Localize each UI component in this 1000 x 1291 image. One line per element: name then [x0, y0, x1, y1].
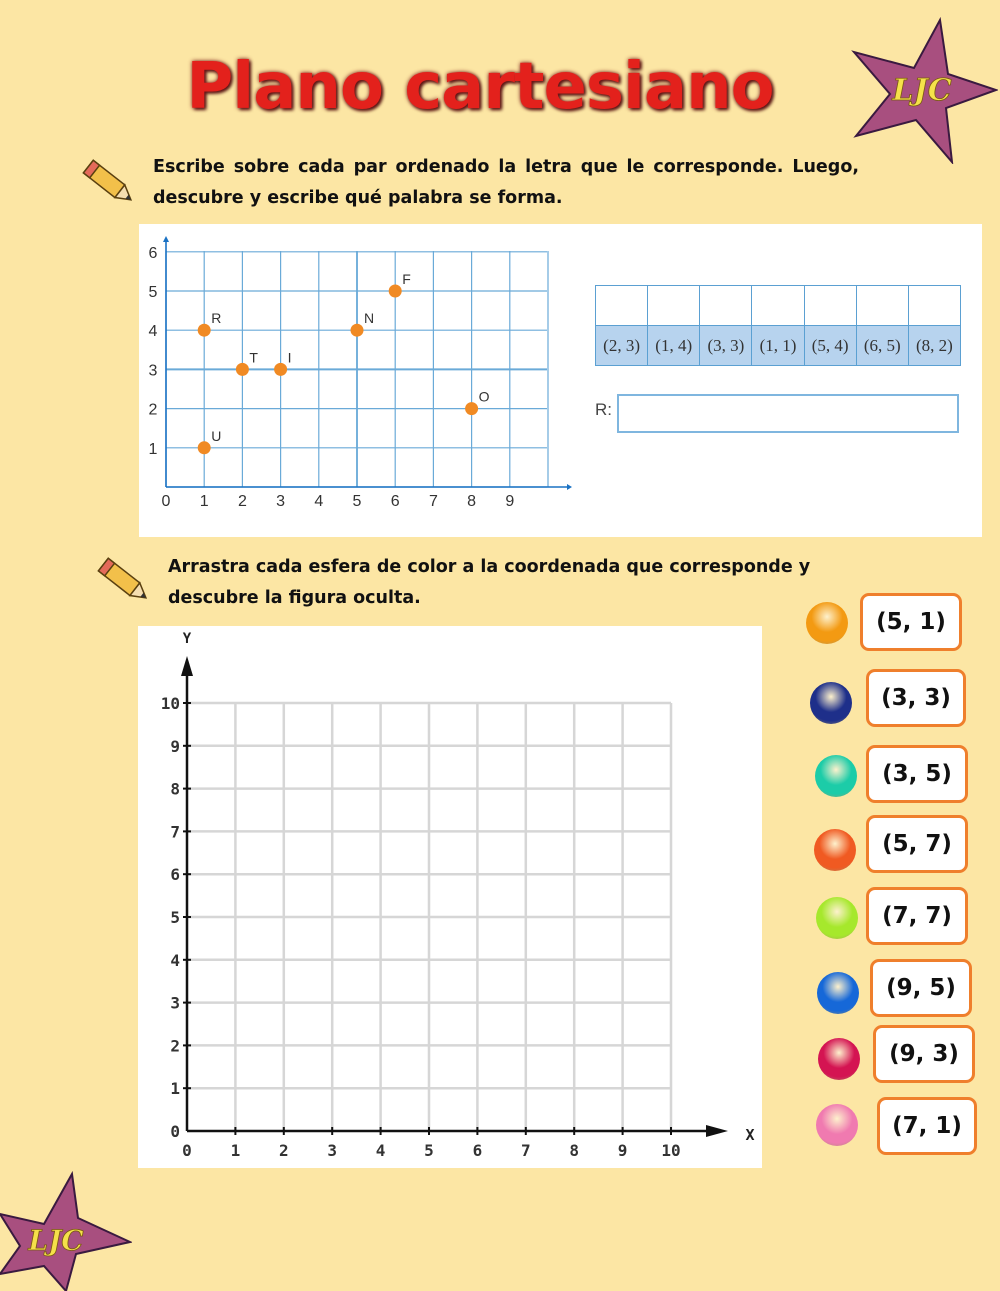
- y-tick-label: 5: [170, 908, 180, 927]
- y-tick-label: 9: [170, 736, 180, 756]
- color-sphere[interactable]: [806, 602, 848, 644]
- color-sphere[interactable]: [816, 897, 858, 939]
- y-tick-label: 1: [148, 440, 158, 458]
- letter-answer-cell[interactable]: [752, 286, 804, 326]
- x-axis-arrow: [567, 484, 572, 490]
- point-marker: [274, 363, 287, 376]
- point-marker: [198, 441, 211, 454]
- answer-label: R:: [595, 400, 612, 419]
- x-tick-label: 5: [352, 493, 362, 510]
- x-tick-label: 3: [327, 1141, 338, 1160]
- y-tick-label: 4: [148, 323, 158, 341]
- stamp-text: LJC: [28, 1224, 84, 1257]
- coordinate-target-box[interactable]: (3, 3): [866, 669, 966, 727]
- x-axis-arrow: [706, 1125, 728, 1137]
- ordered-pair-cell: (8, 2): [908, 326, 960, 366]
- ordered-pair-cell: (6, 5): [856, 326, 908, 366]
- x-tick-label: 3: [276, 493, 286, 510]
- ordered-pair-cell: (3, 3): [700, 326, 752, 366]
- coordinate-grid-chart[interactable]: [138, 626, 762, 1168]
- x-tick-label: 1: [230, 1141, 241, 1160]
- color-sphere[interactable]: [815, 755, 857, 797]
- pairs-table: [595, 285, 961, 366]
- spheres-exercise-panel: [138, 626, 762, 1168]
- instruction-first: Escribe sobre cada par ordenado la letra que le corresponde. Luego, descubre y escribe qué palabra se forma.: [153, 157, 859, 208]
- point-marker: [389, 285, 402, 298]
- page-title: Plano cartesiano: [186, 50, 774, 124]
- point-marker: [351, 324, 364, 337]
- point-marker: [198, 324, 211, 337]
- x-tick-label: 5: [424, 1141, 434, 1160]
- color-sphere[interactable]: [818, 1038, 860, 1080]
- coordinate-target-box[interactable]: (7, 1): [877, 1097, 977, 1155]
- letters-grid-chart: [139, 224, 579, 524]
- point-label: I: [287, 349, 292, 366]
- point-label: O: [478, 388, 490, 405]
- stamp-text: LJC: [892, 73, 952, 108]
- ljc-star-logo-top: [848, 16, 998, 164]
- x-tick-label: 6: [472, 1141, 483, 1160]
- y-axis-arrow: [181, 656, 193, 676]
- y-tick-label: 3: [148, 362, 158, 380]
- ordered-pair-cell: (1, 4): [648, 326, 700, 366]
- ordered-pair-cell: (1, 1): [752, 326, 804, 366]
- x-tick-label: 2: [237, 493, 247, 510]
- y-axis-label: Y: [182, 631, 192, 647]
- pencil-icon: [78, 155, 140, 218]
- ljc-star-logo-bottom: [0, 1170, 132, 1291]
- y-tick-label: 1: [170, 1079, 180, 1099]
- x-tick-label: 2: [278, 1141, 289, 1160]
- y-tick-label: 8: [170, 779, 180, 799]
- color-sphere[interactable]: [814, 829, 856, 871]
- x-tick-label: 1: [199, 493, 209, 510]
- letter-answer-cell[interactable]: [908, 286, 960, 326]
- x-tick-label: 6: [390, 493, 400, 510]
- coordinate-target-box[interactable]: (9, 5): [870, 959, 972, 1017]
- x-tick-label: 9: [505, 493, 515, 510]
- letter-answer-cell[interactable]: [648, 286, 700, 326]
- ordered-pair-cell: (2, 3): [596, 326, 648, 366]
- y-tick-label: 3: [170, 993, 180, 1013]
- x-tick-label: 0: [182, 1141, 192, 1160]
- x-axis-label: X: [745, 1126, 755, 1144]
- coordinate-target-box[interactable]: (7, 7): [866, 887, 968, 945]
- x-tick-label: 7: [520, 1141, 531, 1160]
- instruction-second: Arrastra cada esfera de color a la coordenada que corresponde y descubre la figura oculta.: [168, 557, 811, 608]
- x-tick-label: 7: [428, 493, 438, 510]
- point-label: N: [364, 310, 375, 327]
- point-marker: [236, 363, 249, 376]
- y-tick-label: 7: [170, 822, 180, 842]
- x-tick-label: 9: [617, 1141, 628, 1160]
- point-label: T: [249, 349, 258, 366]
- letter-answer-cell[interactable]: [804, 286, 856, 326]
- coordinate-target-box[interactable]: (5, 1): [860, 593, 962, 651]
- color-sphere[interactable]: [817, 972, 859, 1014]
- answer-input[interactable]: [617, 394, 959, 433]
- x-tick-label: 10: [661, 1141, 681, 1160]
- letters-exercise-panel: [139, 224, 982, 537]
- y-tick-label: 6: [148, 244, 158, 262]
- letter-answer-cell[interactable]: [700, 286, 752, 326]
- x-tick-label: 8: [569, 1141, 580, 1160]
- color-sphere[interactable]: [810, 682, 852, 724]
- y-tick-label: 2: [170, 1036, 180, 1056]
- color-sphere[interactable]: [816, 1104, 858, 1146]
- coordinate-target-box[interactable]: (3, 5): [866, 745, 968, 803]
- y-tick-label: 5: [148, 284, 158, 301]
- y-axis-arrow: [163, 236, 169, 242]
- letter-answer-cell[interactable]: [856, 286, 908, 326]
- y-tick-label: 0: [170, 1122, 180, 1141]
- coordinate-target-box[interactable]: (5, 7): [866, 815, 968, 873]
- x-tick-label: 8: [467, 493, 477, 510]
- y-tick-label: 6: [170, 865, 180, 885]
- x-tick-label: 4: [375, 1141, 386, 1160]
- x-tick-label: 0: [161, 493, 171, 510]
- coordinate-target-box[interactable]: (9, 3): [873, 1025, 975, 1083]
- letter-answer-cell[interactable]: [596, 286, 648, 326]
- point-label: U: [211, 427, 222, 444]
- point-label: F: [402, 271, 411, 287]
- y-tick-label: 2: [148, 401, 158, 419]
- y-tick-label: 10: [160, 694, 180, 713]
- point-label: R: [211, 310, 222, 327]
- pencil-icon: [93, 553, 155, 616]
- point-marker: [465, 402, 478, 415]
- y-tick-label: 4: [170, 950, 180, 970]
- x-tick-label: 4: [314, 493, 324, 510]
- ordered-pair-cell: (5, 4): [804, 326, 856, 366]
